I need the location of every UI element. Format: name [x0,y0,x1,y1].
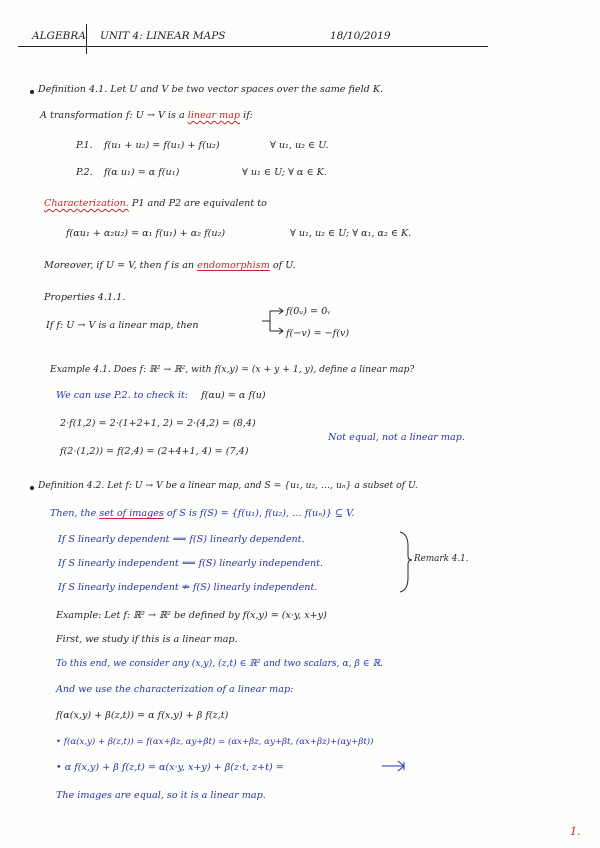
def2-line2-post: of S is f(S) = {f(u₁), f(u₂), … f(uₙ)} ⊆ V. [166,508,355,519]
ex1-line2-formula: f(αu) = α f(u) [201,390,266,401]
p1-condition: ∀ u₁, u₂ ∈ U. [270,140,329,151]
ex2-line7: • α f(x,y) + β f(z,t) = α(x·y, x+y) + β(z·t, z+t) = [56,762,284,773]
def2-line2-pre: Then, the [50,508,97,519]
ex1-line2-pre: We can use P.2. to check it: [56,390,189,401]
page-number: 1. [570,825,581,838]
p1-formula: f(u₁ + u₂) = f(u₁) + f(u₂) [104,140,220,151]
moreover-pre: Moreover, if U = V, then f is an [44,260,195,271]
def2-rule3: If S linearly independent ⇏ f(S) linearly independent. [58,582,318,593]
prop-text: If f: U → V is a linear map, then [46,320,199,331]
charac-formula: f(αu₁ + α₂u₂) = α₁ f(u₁) + α₂ f(u₂) [66,228,226,239]
ex1-calc2: f(2·(1,2)) = f(2,4) = (2+4+1, 4) = (7,4) [60,446,249,457]
def2-rule1: If S linearly dependent ⟹ f(S) linearly dependent. [58,534,305,545]
def2-label: Definition 4.2. [38,480,105,491]
def2-term-set-of-images: set of images [99,508,164,519]
charac-term: Characterization. [44,198,129,209]
ex2-line5: f(α(x,y) + β(z,t)) = α f(x,y) + β f(z,t) [56,710,229,721]
def2-text: Let f: U → V be a linear map, and S = {u₁, u₂, …, uₙ} a subset of U. [107,480,418,491]
ex2-line8: The images are equal, so it is a linear map. [56,790,266,801]
charac-text: P1 and P2 are equivalent to [131,198,267,209]
properties-arrowheads [279,308,283,334]
ex1-verdict: Not equal, not a linear map. [328,432,465,443]
p1-label: P.1. [76,140,93,151]
prop-item2: f(−v) = −f(v) [286,328,350,339]
header-subject: ALGEBRA [32,30,86,42]
ex1-calc1: 2·f(1,2) = 2·(1+2+1, 2) = 2·(4,2) = (8,4) [60,418,256,429]
remark-label: Remark 4.1. [414,554,469,564]
def2-rule2: If S linearly independent ⟸ f(S) linearly independent. [58,558,324,569]
def1-line2-pre: A transformation f: U → V is a [40,110,185,121]
moreover-term-endomorphism: endomorphism [197,260,270,271]
def1-term-linear-map: linear map [187,110,241,121]
p2-condition: ∀ u₁ ∈ U; ∀ α ∈ K. [242,167,327,178]
moreover-post: of U. [272,260,296,271]
ex2-line2: First, we study if this is a linear map. [56,634,238,645]
prop-title: Properties 4.1.1. [44,292,126,303]
ex1-line1: Example 4.1. Does f: ℝ² → ℝ², with f(x,y) = (x + y + 1, y), define a linear map? [50,364,415,375]
prop-item1: f(0ᵤ) = 0ᵥ [286,306,331,317]
ex2-line3: To this end, we consider any (x,y), (z,t) ∈ ℝ² and two scalars, α, β ∈ ℝ. [56,658,383,669]
def1-line2-post: if: [243,110,253,121]
remark-brace [400,532,412,592]
p2-label: P.2. [76,167,93,178]
header-date: 18/10/2019 [330,30,391,42]
header-unit: UNIT 4: LINEAR MAPS [100,30,226,42]
ex2-line1: Example: Let f: ℝ² → ℝ² be defined by f(x,y) = (x·y, x+y) [56,610,327,621]
continuation-arrow [382,761,404,771]
ex2-line4: And we use the characterization of a linear map: [56,684,294,695]
p2-formula: f(α u₁) = α f(u₁) [104,167,180,178]
charac-condition: ∀ u₁, u₂ ∈ U; ∀ α₁, α₂ ∈ K. [290,228,412,239]
def1-text: Let U and V be two vector spaces over the same field K. [110,84,384,95]
def1-label: Definition 4.1. [38,84,108,95]
ex2-line6: • f(α(x,y) + β(z,t)) = f(αx+βz, αy+βt) = (αx+βz, αy+βt, (αx+βz)+(αy+βt)) [56,737,374,747]
